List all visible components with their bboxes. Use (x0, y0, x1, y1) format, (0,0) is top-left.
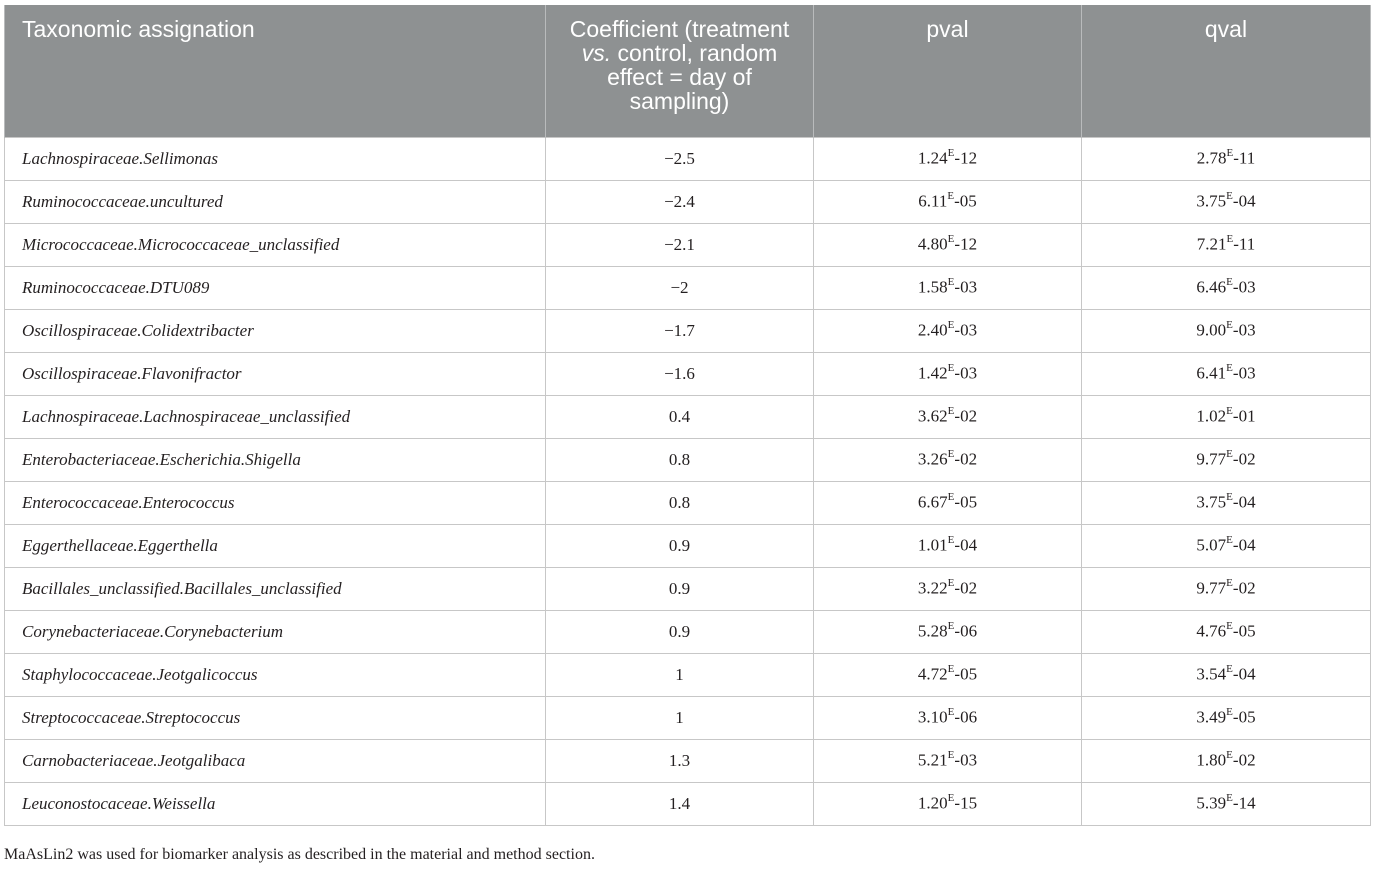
cell-coefficient: −2.5 (546, 137, 814, 180)
cell-qval (1082, 524, 1371, 567)
cell-pval (814, 309, 1082, 352)
cell-pval (814, 438, 1082, 481)
table-row (5, 782, 1371, 825)
cell-pval (814, 610, 1082, 653)
qval-mantissa: 7.21 (1196, 234, 1227, 254)
cell-pval (814, 395, 1082, 438)
header-taxon: Taxonomic assignation (5, 5, 546, 137)
pval-exponent: -02 (954, 578, 978, 598)
cell-qval (1082, 610, 1371, 653)
pval-mantissa: 3.22 (917, 578, 948, 598)
pval-exponent-marker: E (947, 319, 955, 332)
cell-taxon: Lachnospiraceae.Lachnospiraceae_unclassified (5, 395, 546, 438)
pval-exponent-marker: E (947, 534, 955, 547)
pval-exponent: -05 (954, 191, 977, 211)
cell-taxon: Bacillales_unclassified.Bacillales_unclassified (5, 567, 546, 610)
cell-coefficient: −2.1 (546, 223, 814, 266)
table-row (5, 223, 1371, 266)
pval-mantissa: 5.21 (917, 750, 948, 770)
pval-exponent: -04 (954, 535, 978, 555)
qval-mantissa: 5.07 (1196, 535, 1227, 555)
qval-mantissa: 9.00 (1196, 320, 1227, 340)
qval-mantissa: 3.75 (1196, 191, 1227, 211)
table-row (5, 309, 1371, 352)
cell-taxon: Carnobacteriaceae.Jeotgalibaca (5, 739, 546, 782)
cell-coefficient: 0.8 (546, 438, 814, 481)
pval-exponent: -12 (954, 234, 978, 254)
qval-exponent: -04 (1232, 664, 1256, 684)
qval-exponent-marker: E (1226, 491, 1233, 504)
qval-exponent: -04 (1232, 191, 1256, 211)
qval-exponent: -04 (1232, 535, 1256, 555)
cell-taxon: Staphylococcaceae.Jeotgalicoccus (5, 653, 546, 696)
header-qval: qval (1082, 5, 1371, 137)
qval-exponent-marker: E (1226, 190, 1233, 203)
qval-exponent: -03 (1232, 277, 1256, 297)
pval-exponent: -05 (954, 492, 978, 512)
pval-exponent-marker: E (947, 577, 955, 590)
pval-mantissa: 5.28 (917, 621, 948, 641)
header-row (5, 5, 1371, 137)
cell-qval (1082, 739, 1371, 782)
cell-qval (1082, 180, 1371, 223)
cell-pval (814, 782, 1082, 825)
cell-taxon: Enterobacteriaceae.Escherichia.Shigella (5, 438, 546, 481)
pval-exponent: -03 (954, 277, 978, 297)
cell-taxon: Ruminococcaceae.uncultured (5, 180, 546, 223)
pval-exponent-marker: E (947, 749, 955, 762)
table-body (5, 137, 1371, 825)
pval-mantissa: 4.80 (917, 234, 948, 254)
pval-mantissa: 6.11 (918, 191, 948, 211)
qval-exponent: -02 (1232, 449, 1256, 469)
qval-mantissa: 1.02 (1196, 406, 1227, 426)
pval-exponent: -12 (954, 148, 978, 168)
qval-mantissa: 6.41 (1196, 363, 1227, 383)
qval-exponent-marker: E (1226, 319, 1233, 332)
pval-mantissa: 1.20 (917, 793, 948, 813)
cell-qval (1082, 782, 1371, 825)
pval-mantissa: 6.67 (917, 492, 948, 512)
cell-qval (1082, 395, 1371, 438)
qval-mantissa: 3.54 (1196, 664, 1227, 684)
qval-mantissa: 9.77 (1196, 449, 1227, 469)
header-coefficient-vs: vs. (581, 40, 612, 66)
qval-exponent: -11 (1233, 234, 1256, 254)
cell-qval (1082, 696, 1371, 739)
cell-qval (1082, 438, 1371, 481)
qval-exponent: -05 (1232, 621, 1256, 641)
pval-exponent-marker: E (947, 448, 955, 461)
qval-exponent: -14 (1232, 793, 1256, 813)
cell-qval (1082, 137, 1371, 180)
cell-pval (814, 137, 1082, 180)
cell-taxon: Lachnospiraceae.Sellimonas (5, 137, 546, 180)
qval-exponent-marker: E (1226, 233, 1234, 246)
pval-exponent-marker: E (947, 663, 955, 676)
pval-exponent-marker: E (947, 405, 955, 418)
qval-exponent: -03 (1232, 320, 1256, 340)
cell-taxon: Enterococcaceae.Enterococcus (5, 481, 546, 524)
cell-coefficient: 0.4 (546, 395, 814, 438)
cell-coefficient: 1.4 (546, 782, 814, 825)
table-row (5, 567, 1371, 610)
maaslin-results-table (4, 5, 1371, 826)
cell-pval (814, 696, 1082, 739)
pval-exponent: -03 (954, 320, 978, 340)
cell-taxon: Oscillospiraceae.Colidextribacter (5, 309, 546, 352)
qval-exponent-marker: E (1226, 663, 1233, 676)
pval-mantissa: 1.42 (917, 363, 948, 383)
qval-mantissa: 1.80 (1196, 750, 1227, 770)
table-row (5, 180, 1371, 223)
table-row (5, 739, 1371, 782)
qval-mantissa: 6.46 (1196, 277, 1227, 297)
cell-taxon: Corynebacteriaceae.Corynebacterium (5, 610, 546, 653)
qval-exponent: -04 (1232, 492, 1256, 512)
table-row (5, 653, 1371, 696)
table-header (5, 5, 1371, 137)
pval-exponent: -06 (954, 621, 978, 641)
qval-mantissa: 4.76 (1196, 621, 1227, 641)
pval-mantissa: 1.58 (917, 277, 948, 297)
cell-pval (814, 524, 1082, 567)
pval-exponent-marker: E (947, 620, 955, 633)
table-row (5, 696, 1371, 739)
pval-exponent-marker: E (947, 792, 955, 805)
cell-pval (814, 352, 1082, 395)
qval-exponent-marker: E (1226, 276, 1233, 289)
pval-mantissa: 1.01 (917, 535, 948, 555)
cell-coefficient: 0.9 (546, 610, 814, 653)
cell-coefficient: −1.6 (546, 352, 814, 395)
table-row (5, 395, 1371, 438)
pval-exponent-marker: E (947, 190, 955, 203)
cell-coefficient: −1.7 (546, 309, 814, 352)
header-coefficient (546, 5, 814, 137)
cell-pval (814, 481, 1082, 524)
table-row (5, 266, 1371, 309)
pval-exponent: -03 (954, 750, 978, 770)
qval-exponent-marker: E (1226, 620, 1233, 633)
table-footnote: MaAsLin2 was used for biomarker analysis as described in the material and method section. (4, 846, 595, 863)
cell-qval (1082, 309, 1371, 352)
qval-exponent-marker: E (1226, 792, 1233, 805)
pval-exponent-marker: E (947, 233, 955, 246)
results-table-container (4, 5, 1370, 826)
pval-exponent: -15 (954, 793, 978, 813)
cell-taxon: Oscillospiraceae.Flavonifractor (5, 352, 546, 395)
cell-taxon: Leuconostocaceae.Weissella (5, 782, 546, 825)
cell-coefficient: 1 (546, 696, 814, 739)
qval-exponent: -02 (1232, 750, 1256, 770)
cell-qval (1082, 352, 1371, 395)
qval-exponent: -01 (1232, 406, 1256, 426)
pval-exponent-marker: E (947, 147, 955, 160)
pval-mantissa: 2.40 (917, 320, 948, 340)
qval-exponent-marker: E (1226, 706, 1233, 719)
header-coefficient-pre: Coefficient (treatment (569, 16, 790, 42)
cell-pval (814, 180, 1082, 223)
cell-coefficient: 0.8 (546, 481, 814, 524)
qval-exponent-marker: E (1226, 405, 1233, 418)
qval-exponent-marker: E (1226, 534, 1233, 547)
qval-mantissa: 5.39 (1196, 793, 1227, 813)
qval-exponent: -05 (1232, 707, 1256, 727)
pval-exponent-marker: E (947, 491, 955, 504)
cell-pval (814, 567, 1082, 610)
pval-mantissa: 3.62 (917, 406, 948, 426)
cell-taxon: Ruminococcaceae.DTU089 (5, 266, 546, 309)
pval-exponent-marker: E (947, 706, 955, 719)
pval-exponent: -03 (954, 363, 978, 383)
qval-exponent-marker: E (1226, 147, 1234, 160)
cell-pval (814, 266, 1082, 309)
header-pval: pval (814, 5, 1082, 137)
cell-pval (814, 653, 1082, 696)
cell-coefficient: 1.3 (546, 739, 814, 782)
qval-exponent: -02 (1232, 578, 1256, 598)
cell-coefficient: 0.9 (546, 524, 814, 567)
table-row (5, 524, 1371, 567)
pval-exponent: -05 (954, 664, 978, 684)
pval-exponent: -02 (954, 449, 978, 469)
qval-exponent: -03 (1232, 363, 1256, 383)
pval-mantissa: 4.72 (917, 664, 948, 684)
qval-exponent: -11 (1233, 148, 1256, 168)
qval-exponent-marker: E (1226, 448, 1233, 461)
cell-taxon: Eggerthellaceae.Eggerthella (5, 524, 546, 567)
cell-coefficient: −2 (546, 266, 814, 309)
table-row (5, 352, 1371, 395)
table-row (5, 610, 1371, 653)
cell-qval (1082, 653, 1371, 696)
cell-coefficient: 1 (546, 653, 814, 696)
cell-qval (1082, 567, 1371, 610)
table-row (5, 481, 1371, 524)
cell-taxon: Micrococcaceae.Micrococcaceae_unclassified (5, 223, 546, 266)
cell-qval (1082, 481, 1371, 524)
cell-coefficient: 0.9 (546, 567, 814, 610)
qval-mantissa: 2.78 (1196, 148, 1227, 168)
qval-exponent-marker: E (1226, 577, 1233, 590)
cell-qval (1082, 266, 1371, 309)
cell-coefficient: −2.4 (546, 180, 814, 223)
table-row (5, 438, 1371, 481)
qval-exponent-marker: E (1226, 362, 1233, 375)
table-row (5, 137, 1371, 180)
cell-pval (814, 223, 1082, 266)
pval-mantissa: 3.10 (917, 707, 948, 727)
pval-exponent: -02 (954, 406, 978, 426)
header-coefficient-post: control, random effect = day of sampling) (607, 40, 778, 114)
pval-mantissa: 3.26 (917, 449, 948, 469)
pval-exponent: -06 (954, 707, 978, 727)
qval-exponent-marker: E (1226, 749, 1233, 762)
qval-mantissa: 9.77 (1196, 578, 1227, 598)
pval-exponent-marker: E (947, 362, 955, 375)
qval-mantissa: 3.75 (1196, 492, 1227, 512)
pval-exponent-marker: E (947, 276, 955, 289)
cell-qval (1082, 223, 1371, 266)
cell-pval (814, 739, 1082, 782)
cell-taxon: Streptococcaceae.Streptococcus (5, 696, 546, 739)
qval-mantissa: 3.49 (1196, 707, 1227, 727)
pval-mantissa: 1.24 (917, 148, 948, 168)
